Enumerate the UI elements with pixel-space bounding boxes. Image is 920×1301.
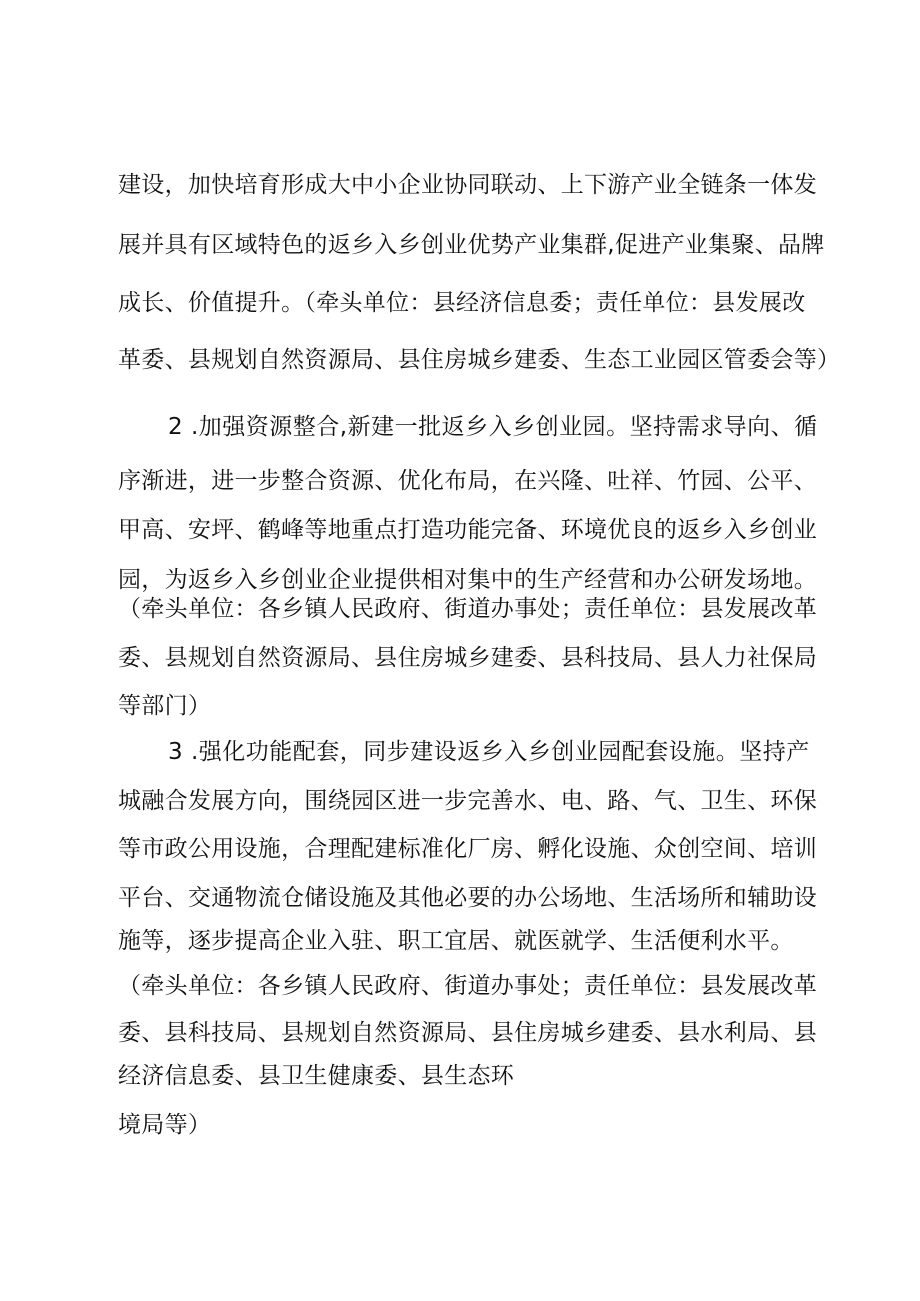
paragraph-1-line-2: 展并具有区域特色的返乡入乡创业优势产业集群,促进产业集聚、品牌	[118, 232, 825, 258]
paragraph-3-line-6: （牵头单位：各乡镇人民政府、街道办事处；责任单位：县发展改革	[118, 973, 817, 999]
paragraph-2-line-4: 园，为返乡入乡创业企业提供相对集中的生产经营和办公研发场地。	[118, 567, 817, 593]
paragraph-3-line-5: 施等，逐步提高企业入驻、职工宜居、就医就学、生活便利水平。	[118, 928, 794, 954]
paragraph-2-line-3: 甲高、安坪、鹤峰等地重点打造功能完备、环境优良的返乡入乡创业	[118, 517, 817, 543]
paragraph-2-line-1: 2 .加强资源整合,新建一批返乡入乡创业园。坚持需求导向、循	[168, 414, 818, 440]
paragraph-2-line-2: 序渐进，进一步整合资源、优化布局，在兴隆、吐祥、竹园、公平、	[118, 468, 817, 494]
paragraph-1-line-1: 建设，加快培育形成大中小企业协同联动、上下游产业全链条一体发	[118, 172, 817, 198]
paragraph-2-line-6: 委、县规划自然资源局、县住房城乡建委、县科技局、县人力社保局	[118, 645, 817, 671]
paragraph-2-line-7: 等部门）	[118, 693, 212, 719]
paragraph-3-line-9: 境局等）	[118, 1112, 212, 1138]
paragraph-2-line-5: （牵头单位：各乡镇人民政府、街道办事处；责任单位：县发展改革	[118, 596, 817, 622]
paragraph-3-line-8: 经济信息委、县卫生健康委、县生态环	[118, 1063, 515, 1089]
paragraph-3-line-3: 等市政公用设施，合理配建标准化厂房、孵化设施、众创空间、培训	[118, 836, 817, 862]
paragraph-1-line-4: 革委、县规划自然资源局、县住房城乡建委、生态工业园区管委会等）	[118, 347, 841, 373]
paragraph-3-line-2: 城融合发展方向，围绕园区进一步完善水、电、路、气、卫生、环保	[118, 788, 817, 814]
paragraph-3-line-1: 3 .强化功能配套，同步建设返乡入乡创业园配套设施。坚持产	[168, 739, 810, 765]
paragraph-3-line-7: 委、县科技局、县规划自然资源局、县住房城乡建委、县水利局、县	[118, 1020, 817, 1046]
paragraph-1-line-3: 成长、价值提升。（牵头单位：县经济信息委；责任单位：县发展改	[118, 290, 806, 316]
paragraph-3-line-4: 平台、交通物流仓储设施及其他必要的办公场地、生活场所和辅助设	[118, 885, 817, 911]
